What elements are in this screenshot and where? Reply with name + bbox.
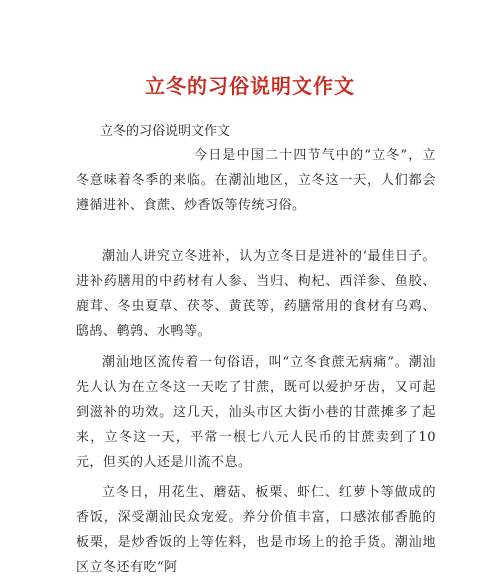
paragraph-fragrant-rice: 立冬日，用花生、蘑菇、板栗、虾仁、红萝卜等做成的香饭，深受潮汕民众宠爱。养分价值丰富，口感浓郁香脆的板栗，是炒香饭的上等佐料，也是市场上的抢手货。潮汕地区立冬还有吃“阿 <box>76 485 436 575</box>
paragraph-intro: 今日是中国二十四节气中的“立冬”，立冬意味着冬季的来临。在潮汕地区，立冬这一天，人们都会遵循进补、食蔗、炒香饭等传统习俗。 <box>76 148 436 213</box>
paragraph-sugarcane: 潮汕地区流传着一句俗语，叫“立冬食蔗无病痛”。潮汕先人认为在立冬这一天吃了甘蔗，既可以爱护牙齿，又可起到滋补的功效。这几天，汕头市区大街小巷的甘蔗摊多了起来，立冬这一天，平常一根七八元人民币的甘蔗卖到了10元，但买的人还是川流不息。 <box>76 355 436 470</box>
document-title: 立冬的习俗说明文作文 <box>145 74 355 98</box>
paragraph-tonic: 潮汕人讲究立冬进补，认为立冬日是进补的‘最佳日子。进补药膳用的中药材有人参、当归、枸杞、西洋参、鱼胶、鹿茸、冬虫夏草、茯苓、黄芪等，药膳常用的食材有乌鸡、鸱鸪、鹌鹑、水鸭等。 <box>76 249 436 339</box>
document-subtitle: 立冬的习俗说明文作文 <box>100 124 231 139</box>
